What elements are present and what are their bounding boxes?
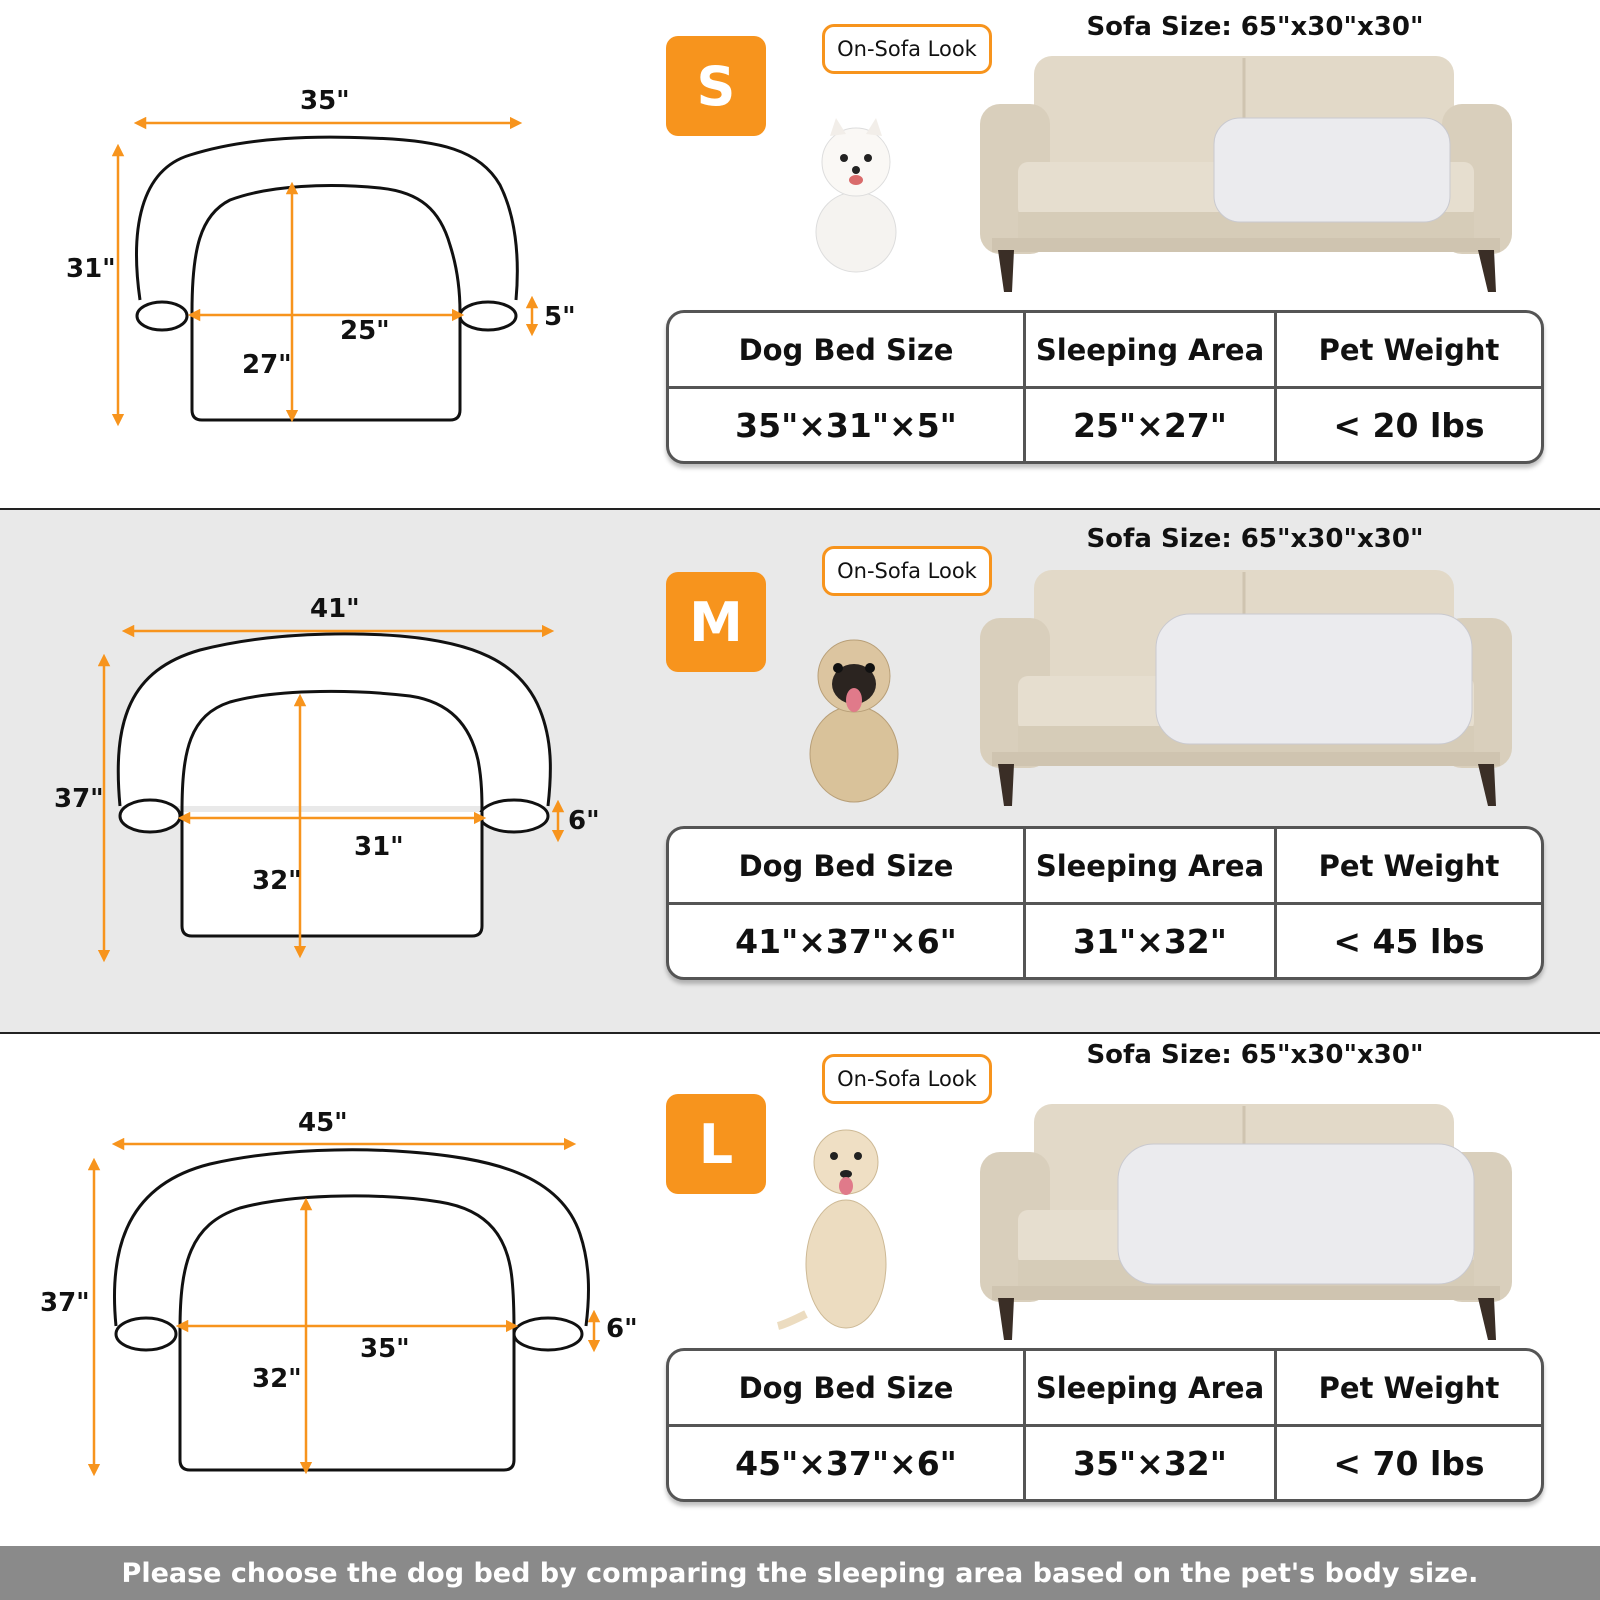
dim-height-label: 37" bbox=[54, 784, 104, 814]
dim-width-label: 35" bbox=[300, 86, 350, 116]
dog-bed-diagram bbox=[0, 510, 660, 1032]
size-section-medium bbox=[0, 510, 1600, 1034]
labrador-dog-photo-icon bbox=[776, 1114, 916, 1336]
dim-inner-width-label: 35" bbox=[360, 1334, 410, 1364]
dim-inner-depth-label: 32" bbox=[252, 1364, 302, 1394]
dog-bed-outline-icon bbox=[0, 510, 660, 1034]
spec-table bbox=[666, 826, 1544, 980]
table-header-bed-size: Dog Bed Size bbox=[669, 829, 1026, 902]
pomeranian-dog-photo-icon bbox=[806, 114, 906, 274]
dim-thickness-label: 6" bbox=[568, 806, 600, 836]
sofa-photo-icon bbox=[978, 566, 1514, 812]
table-header-pet-weight: Pet Weight bbox=[1318, 848, 1500, 883]
dim-width-label: 41" bbox=[310, 594, 360, 624]
dim-height-label: 31" bbox=[66, 254, 116, 284]
dim-inner-width-label: 25" bbox=[340, 316, 390, 346]
spec-table bbox=[666, 310, 1544, 464]
dim-inner-depth-label: 27" bbox=[242, 350, 292, 380]
table-value-pet-weight: < 20 lbs bbox=[1333, 405, 1485, 445]
dog-bed-diagram bbox=[0, 1034, 660, 1546]
table-value-bed-size: 45"×37"×6" bbox=[669, 1427, 1026, 1499]
sofa-photo-icon bbox=[978, 1100, 1514, 1346]
dim-inner-depth-label: 32" bbox=[252, 866, 302, 896]
on-sofa-look-tag: On-Sofa Look bbox=[822, 546, 992, 596]
on-sofa-look-tag: On-Sofa Look bbox=[822, 1054, 992, 1104]
table-value-bed-size: 41"×37"×6" bbox=[669, 905, 1026, 977]
size-badge: S bbox=[666, 36, 766, 136]
table-header-sleeping-area: Sleeping Area bbox=[1026, 829, 1277, 902]
sofa-size-label: Sofa Size: 65"x30"x30" bbox=[1086, 524, 1424, 554]
on-sofa-look-tag: On-Sofa Look bbox=[822, 24, 992, 74]
spec-table bbox=[666, 1348, 1544, 1502]
table-header-sleeping-area: Sleeping Area bbox=[1026, 313, 1277, 386]
dim-width-label: 45" bbox=[298, 1108, 348, 1138]
table-value-sleeping-area: 31"×32" bbox=[1026, 905, 1277, 977]
table-header-pet-weight: Pet Weight bbox=[1318, 332, 1500, 367]
dim-thickness-label: 6" bbox=[606, 1314, 638, 1344]
size-badge: M bbox=[666, 572, 766, 672]
table-header-sleeping-area: Sleeping Area bbox=[1026, 1351, 1277, 1424]
sofa-size-label: Sofa Size: 65"x30"x30" bbox=[1086, 12, 1424, 42]
size-section-small bbox=[0, 0, 1600, 510]
table-header-pet-weight: Pet Weight bbox=[1318, 1370, 1500, 1405]
table-value-sleeping-area: 35"×32" bbox=[1026, 1427, 1277, 1499]
dim-inner-width-label: 31" bbox=[354, 832, 404, 862]
table-value-sleeping-area: 25"×27" bbox=[1026, 389, 1277, 461]
dim-height-label: 37" bbox=[40, 1288, 90, 1318]
sofa-size-label: Sofa Size: 65"x30"x30" bbox=[1086, 1040, 1424, 1070]
size-section-large bbox=[0, 1034, 1600, 1546]
dim-thickness-label: 5" bbox=[544, 302, 576, 332]
sofa-photo-icon bbox=[978, 52, 1514, 298]
footer-note: Please choose the dog bed by comparing the sleeping area based on the pet's body size. bbox=[0, 1546, 1600, 1600]
table-value-pet-weight: < 45 lbs bbox=[1333, 921, 1485, 961]
table-value-bed-size: 35"×31"×5" bbox=[669, 389, 1026, 461]
table-header-bed-size: Dog Bed Size bbox=[669, 1351, 1026, 1424]
table-value-pet-weight: < 70 lbs bbox=[1333, 1443, 1485, 1483]
dog-bed-diagram bbox=[0, 0, 660, 508]
pug-dog-photo-icon bbox=[794, 626, 914, 806]
table-header-bed-size: Dog Bed Size bbox=[669, 313, 1026, 386]
size-badge: L bbox=[666, 1094, 766, 1194]
